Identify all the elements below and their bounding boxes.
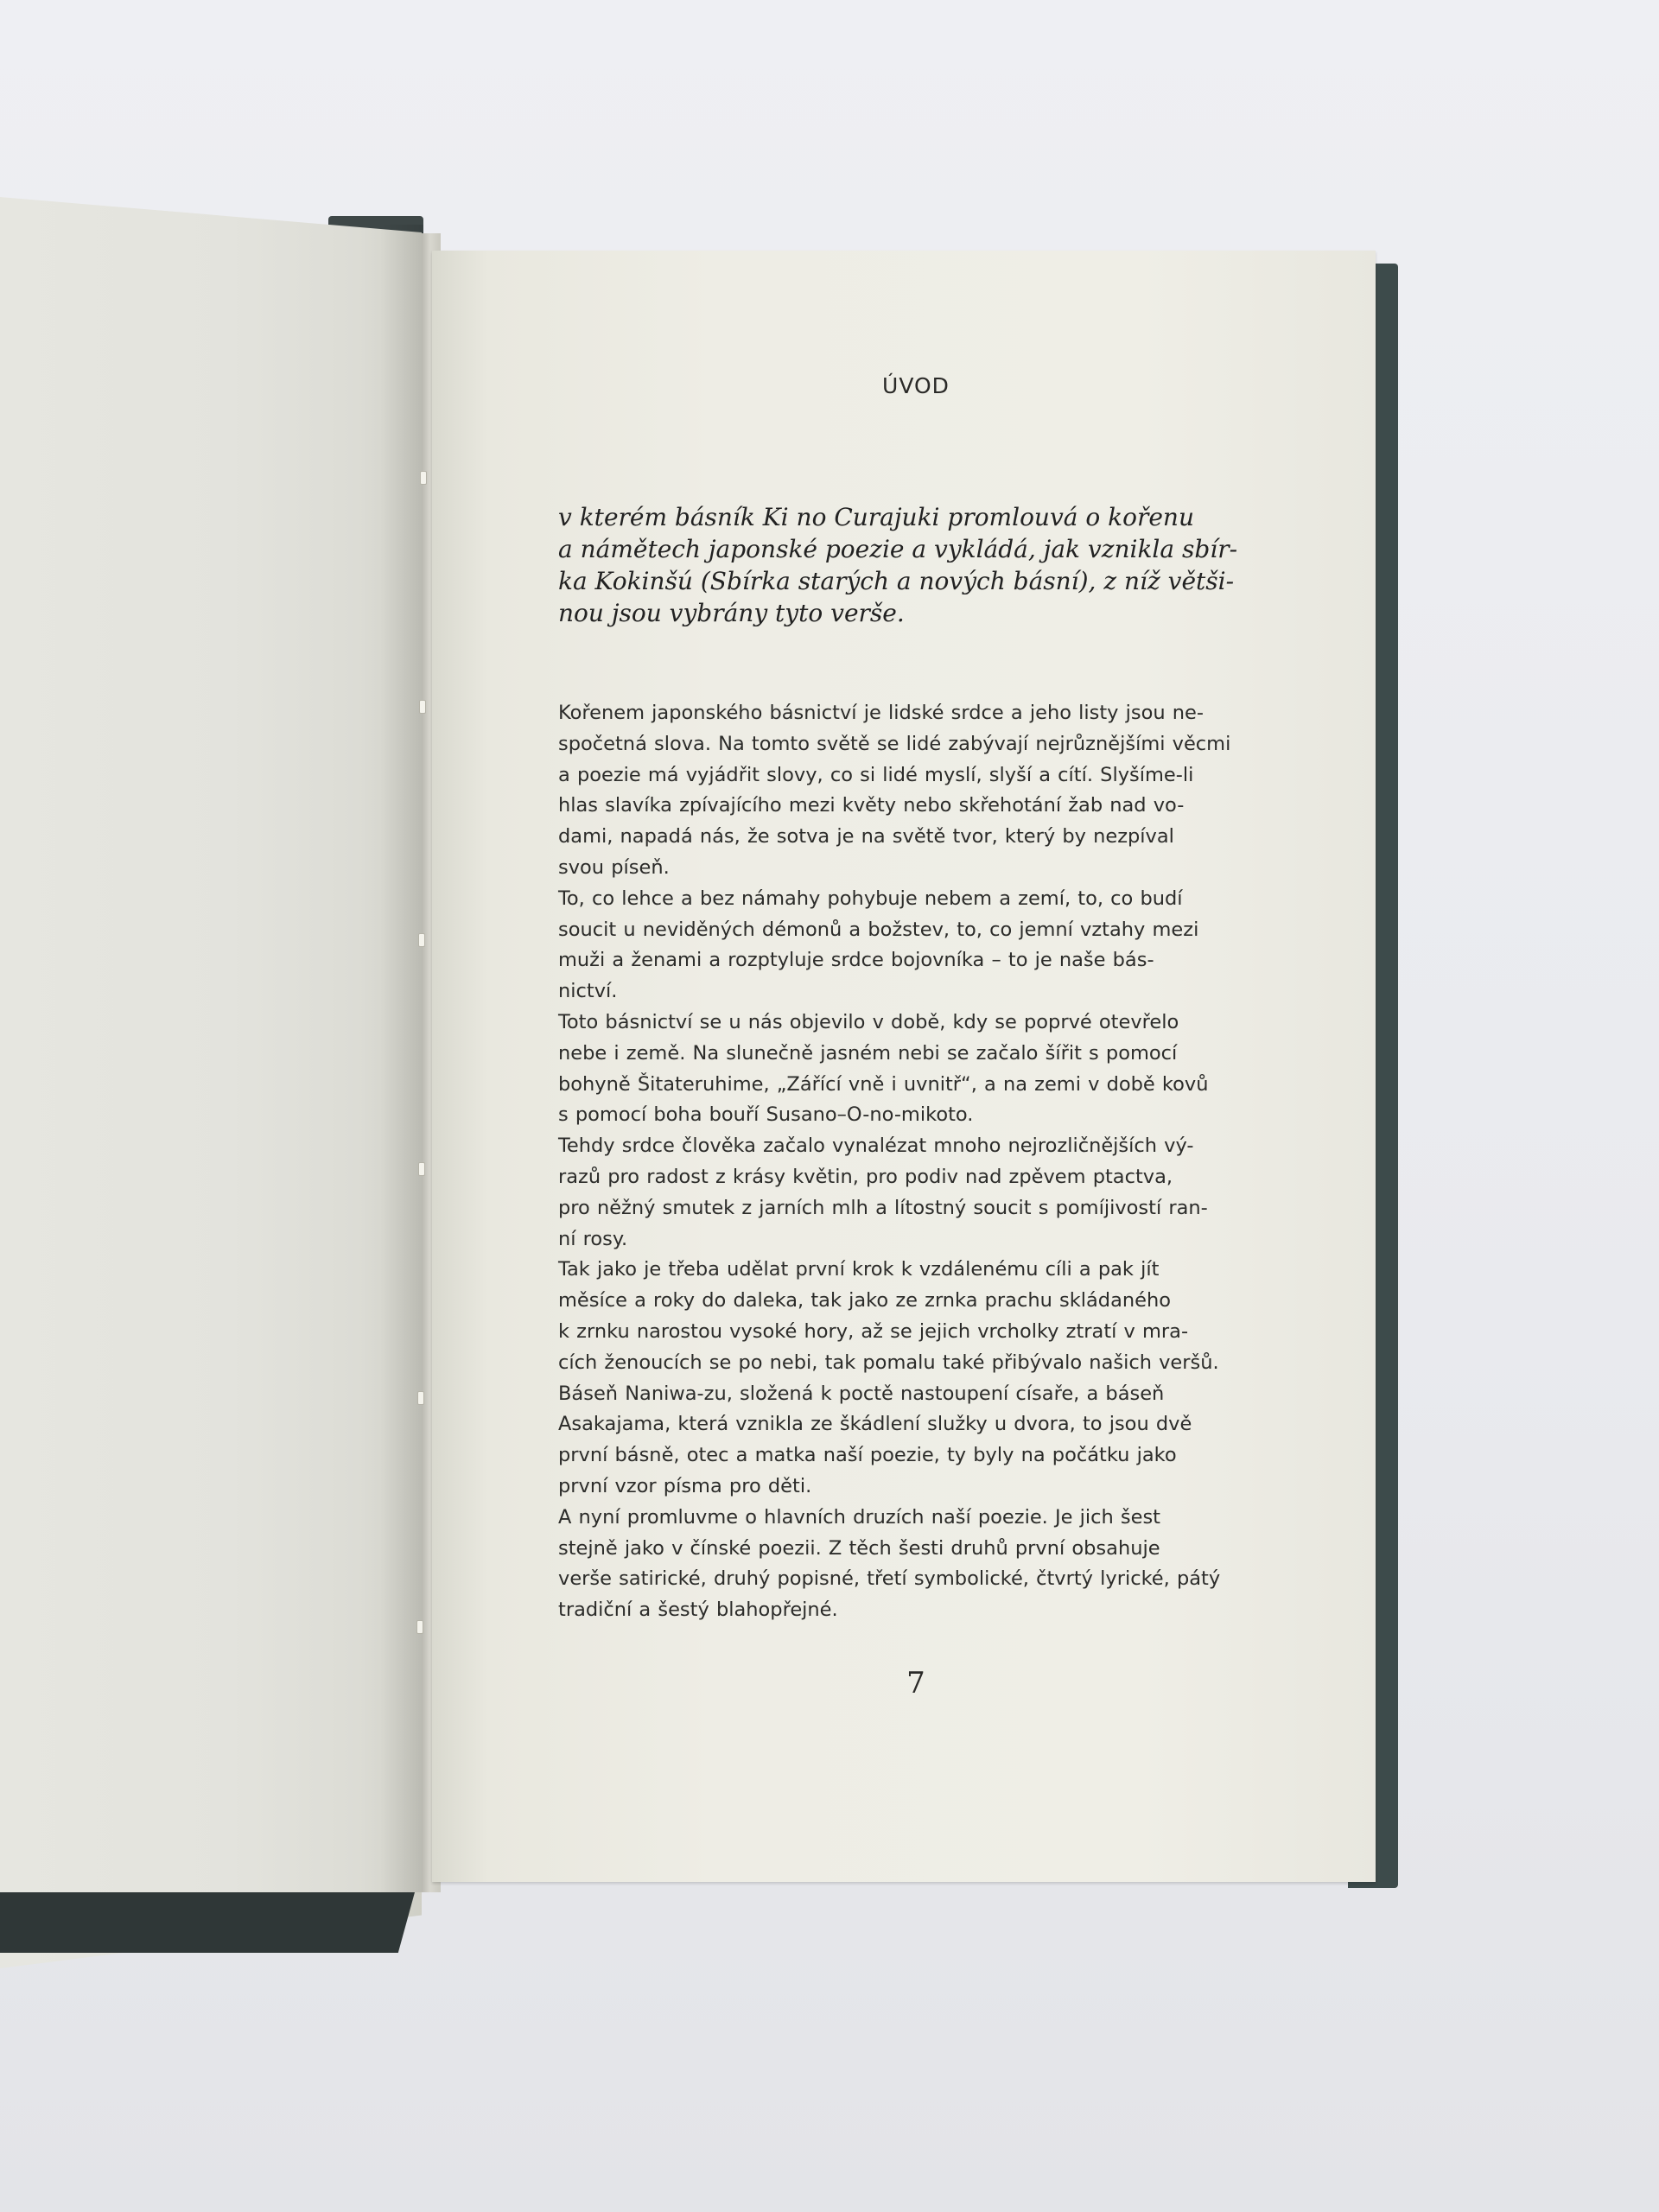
- binding-stitch: [418, 933, 425, 947]
- text-line: Báseň Naniwa-zu, složená k poctě nastoupení císaře, a báseň: [558, 1382, 1165, 1405]
- binding-stitch: [417, 1391, 424, 1405]
- text-line: nebe i země. Na slunečně jasném nebi se začalo šířit s pomocí: [558, 1041, 1178, 1065]
- text-line: pro něžný smutek z jarních mlh a lítostný soucit s pomíjivostí ran-: [558, 1196, 1208, 1219]
- paragraph: [558, 1007, 1275, 1131]
- page-number: 7: [906, 1666, 925, 1700]
- text-line: měsíce a roky do daleka, tak jako ze zrnka prachu skládaného: [558, 1289, 1171, 1313]
- text-line: Kořenem japonského básnictví je lidské srdce a jeho listy jsou ne-: [558, 702, 1205, 724]
- intro-line: a námětech japonské poezie a vykládá, jak vznikla sbír-: [558, 535, 1238, 563]
- text-line: ní rosy.: [558, 1227, 628, 1250]
- text-line: svou píseň.: [558, 855, 670, 879]
- text-line: soucit u neviděných démonů a božstev, to, co jemní vztahy mezi: [558, 918, 1199, 941]
- page-heading: ÚVOD: [882, 373, 950, 398]
- text-line: To, co lehce a bez námahy pohybuje nebem a zemí, to, co budí: [558, 887, 1183, 910]
- text-line: Tak jako je třeba udělat první krok k vzdálenému cíli a pak jít: [558, 1258, 1160, 1281]
- text-line: k zrnku narostou vysoké hory, až se jejich vrcholky ztratí v mra-: [558, 1319, 1189, 1343]
- left-page-shadow: [380, 225, 423, 1892]
- paragraph: [558, 1503, 1275, 1626]
- text-line: A nyní promluvme o hlavních druzích naší poezie. Je jich šest: [558, 1505, 1161, 1529]
- text-line: muži a ženami a rozptyluje srdce bojovníka – to je naše bás-: [558, 949, 1154, 972]
- binding-stitch: [420, 471, 427, 485]
- text-line: spočetná slova. Na tomto světě se lidé zabývají nejrůznějšími věcmi: [558, 732, 1231, 755]
- binding-stitch: [416, 1620, 423, 1634]
- text-line: dami, napadá nás, že sotva je na světě tvor, který by nezpíval: [558, 825, 1174, 849]
- paragraph: [558, 1131, 1275, 1255]
- text-line: cích ženoucích se po nebi, tak pomalu také přibývalo našich veršů.: [558, 1351, 1219, 1374]
- text-line: bohyně Šitateruhime, „Zářící vně i uvnitř“, a na zemi v době kovů: [558, 1072, 1209, 1096]
- text-line: Asakajama, která vznikla ze škádlení služky u dvora, to jsou dvě: [558, 1413, 1192, 1436]
- paragraph: [558, 884, 1275, 1007]
- text-line: a poezie má vyjádřit slovy, co si lidé myslí, slyší a cítí. Slyšíme-li: [558, 763, 1194, 786]
- text-line: první básně, otec a matka naší poezie, ty byly na počátku jako: [558, 1444, 1177, 1467]
- intro-italic-text: [558, 501, 1275, 629]
- paragraph: [558, 1255, 1275, 1502]
- text-line: hlas slavíka zpívajícího mezi květy nebo skřehotání žab nad vo-: [558, 794, 1185, 817]
- binding-stitch: [418, 1162, 425, 1176]
- text-line: první vzor písma pro děti.: [558, 1474, 812, 1497]
- text-line: s pomocí boha bouří Susano–O-no-mikoto.: [558, 1103, 974, 1127]
- paragraph: [558, 698, 1275, 884]
- text-line: stejně jako v čínské poezii. Z těch šesti druhů první obsahuje: [558, 1536, 1160, 1560]
- text-line: razů pro radost z krásy květin, pro podiv nad zpěvem ptactva,: [558, 1165, 1173, 1188]
- intro-line: ka Kokinšú (Sbírka starých a nových básní), z níž větši-: [558, 567, 1235, 595]
- intro-line: nou jsou vybrány tyto verše.: [558, 599, 905, 627]
- body-text: [558, 698, 1275, 1626]
- binding-stitch: [419, 700, 426, 714]
- left-page: [0, 197, 422, 1968]
- text-line: Toto básnictví se u nás objevilo v době, kdy se poprvé otevřelo: [558, 1010, 1179, 1033]
- intro-line: v kterém básník Ki no Curajuki promlouvá o kořenu: [558, 503, 1194, 531]
- text-line: tradiční a šestý blahopřejné.: [558, 1599, 838, 1622]
- text-line: nictví.: [558, 980, 618, 1003]
- text-line: Tehdy srdce člověka začalo vynalézat mnoho nejrozličnějších vý-: [558, 1135, 1194, 1158]
- book-cover-bottom-edge: [0, 1892, 415, 1953]
- text-line: verše satirické, druhý popisné, třetí symbolické, čtvrtý lyrické, pátý: [558, 1567, 1221, 1591]
